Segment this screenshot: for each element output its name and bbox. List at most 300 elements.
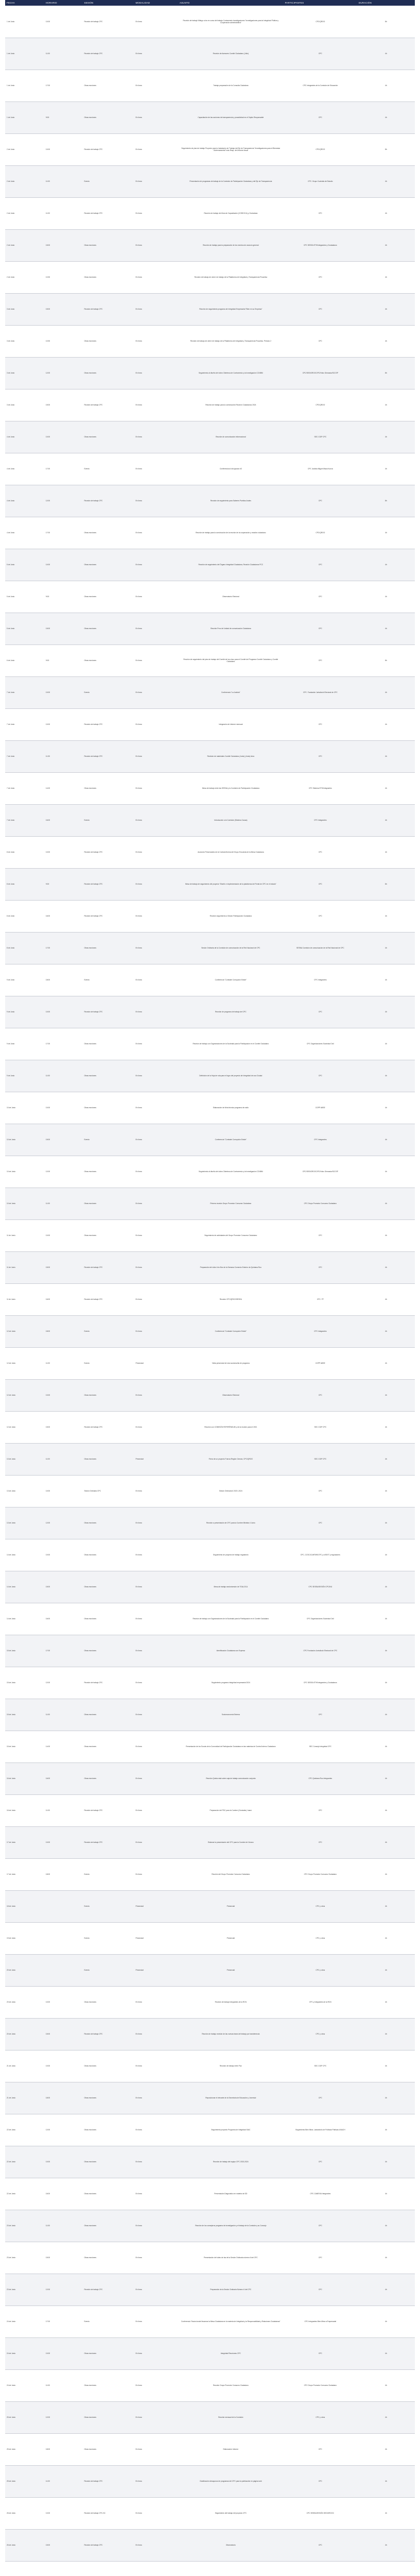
cell-sesion: Otras reuniones	[83, 1443, 134, 1475]
cell-fecha: 15 de Junio	[5, 1667, 44, 1699]
cell-duracion: 4h	[357, 1890, 415, 1922]
table-row	[5, 229, 415, 261]
cell-participantes: CPC	[284, 2082, 357, 2114]
cell-horario: 17:00	[44, 932, 83, 964]
cell-modalidad: Presencial	[134, 1954, 178, 1986]
cell-sesion: Otras reuniones	[83, 517, 134, 549]
cell-horario: 14:00	[44, 1731, 83, 1762]
cell-duracion: 4h	[357, 1667, 415, 1699]
cell-horario: 15:00	[44, 1571, 83, 1603]
table-row	[5, 2561, 415, 2576]
cell-sesion: Otras reuniones	[83, 421, 134, 453]
cell-modalidad: Presencial	[134, 1890, 178, 1922]
cell-asunto: Observatorio Electoral	[178, 581, 284, 613]
cell-participantes: CPC	[284, 581, 357, 613]
cell-fecha: 25 de Junio	[5, 2433, 44, 2465]
cell-modalidad: En línea	[134, 1699, 178, 1731]
cell-horario: 12:00	[44, 485, 83, 517]
cell-duracion: 4h	[357, 932, 415, 964]
cell-asunto: Reunión del Grupo Promotor Consumo Ciudadano	[178, 1858, 284, 1890]
cell-horario: 10:00	[44, 1092, 83, 1124]
cell-asunto: Socioeconomía Externa	[178, 1699, 284, 1731]
cell-asunto: Preparación del PDC para la Cumbre (Ciudades) Juanú	[178, 1794, 284, 1826]
cell-duracion: 4h	[357, 293, 415, 325]
cell-duracion: 4h	[357, 772, 415, 804]
cell-modalidad: En línea	[134, 645, 178, 676]
table-row	[5, 1379, 415, 1411]
cell-modalidad: En línea	[134, 2146, 178, 2178]
cell-fecha: 14 de Junio	[5, 1571, 44, 1603]
cell-fecha: 24 de Junio	[5, 2337, 44, 2369]
cell-modalidad: En línea	[134, 1475, 178, 1507]
table-row	[5, 740, 415, 772]
cell-sesion: Otras reuniones	[83, 1603, 134, 1635]
cell-duracion: 4h	[357, 1954, 415, 1986]
cell-modalidad: En línea	[134, 2497, 178, 2529]
cell-fecha: 20 de Junio	[5, 1954, 44, 1986]
cell-fecha	[5, 2561, 44, 2576]
cell-asunto: Conferencia "Combate Corrupción Existe"	[178, 1124, 284, 1156]
cell-sesion: Otras reuniones	[83, 1539, 134, 1571]
cell-duracion: 4h	[357, 389, 415, 421]
cell-participantes: CPC	[284, 325, 357, 357]
cell-participantes: CPC	[284, 1794, 357, 1826]
cell-sesion: Otras reuniones	[83, 1731, 134, 1762]
cell-asunto: Sesión Ordinaria de la Comisión de comunicación de la Red Nacional de CPC	[178, 932, 284, 964]
cell-fecha: 12 de Junio	[5, 1379, 44, 1411]
table-row	[5, 517, 415, 549]
cell-participantes: CPC/SEGIGROOC/PC/Hcbc Gimnasio/SCCSP	[284, 357, 357, 389]
cell-asunto: Reunión de seguimiento del Órgano Integridad Ciudadana, Reunión Ciudadanos PCC	[178, 549, 284, 581]
table-row	[5, 1251, 415, 1283]
cell-participantes: CPC	[284, 1507, 357, 1539]
table-row	[5, 1667, 415, 1699]
cell-modalidad: En línea	[134, 1379, 178, 1411]
table-row	[5, 2369, 415, 2401]
cell-modalidad: En línea	[134, 261, 178, 293]
table-row	[5, 1507, 415, 1539]
cell-duracion: 4h	[357, 1571, 415, 1603]
cell-duracion: 4h	[357, 1603, 415, 1635]
cell-fecha: 7 de Junio	[5, 804, 44, 836]
cell-asunto: Clasificación desayunos de programas del CPC para la publicación en página web	[178, 2465, 284, 2497]
cell-fecha: 2 de Junio	[5, 261, 44, 293]
cell-modalidad: En línea	[134, 2242, 178, 2274]
cell-fecha: 26 de Junio	[5, 2497, 44, 2529]
cell-fecha: 5 de Junio	[5, 613, 44, 645]
table-row	[5, 2433, 415, 2465]
table-row	[5, 1826, 415, 1858]
cell-duracion: 4h	[357, 1539, 415, 1571]
cell-asunto: Reunión de trabajo para la construcción de la reunión de la cooperación y reactivo ciudadano	[178, 517, 284, 549]
cell-participantes: CPC Integrantes de la Comisión de Educación	[284, 70, 357, 101]
table-row	[5, 2082, 415, 2114]
cell-asunto: Reunión de trabajo para la preparación de los eventos de anuncio general	[178, 229, 284, 261]
cell-horario: 12:00	[44, 1156, 83, 1188]
cell-horario: 9:00	[44, 645, 83, 676]
cell-sesion: Otras reuniones	[83, 2369, 134, 2401]
table-row	[5, 197, 415, 229]
table-row	[5, 2465, 415, 2497]
cell-sesion: Evento	[83, 1890, 134, 1922]
cell-horario: 11:00	[44, 38, 83, 70]
cell-modalidad: En línea	[134, 581, 178, 613]
table-row	[5, 1699, 415, 1731]
cell-horario: 16:00	[44, 1283, 83, 1315]
table-row	[5, 2178, 415, 2210]
table-row	[5, 1347, 415, 1379]
table-row	[5, 836, 415, 868]
cell-duracion: 4h	[357, 996, 415, 1028]
table-row	[5, 2050, 415, 2082]
cell-fecha: 4 de Junio	[5, 453, 44, 485]
cell-sesion: Evento	[83, 1922, 134, 1954]
cell-modalidad: En línea	[134, 2274, 178, 2306]
cell-fecha: 23 de Junio	[5, 2242, 44, 2274]
cell-asunto: Elaborar la presentación del CPC para la Cumbre de Verano	[178, 1826, 284, 1858]
cell-participantes: CPC Integrantes	[284, 804, 357, 836]
cell-horario: 16:00	[44, 1762, 83, 1794]
table-row	[5, 261, 415, 293]
cell-horario: 10:00	[44, 1986, 83, 2018]
cell-horario: 10:00	[44, 2050, 83, 2082]
cell-duracion: 4h	[357, 2146, 415, 2178]
cell-asunto: Presentación de programas de trabajo de la Comisión de Participación Ciudadana y del Eje de Transparencia	[178, 165, 284, 197]
cell-sesion: Sesión Ordinaria CPC	[83, 1475, 134, 1507]
cell-duracion: 4h	[357, 1475, 415, 1507]
cell-duracion: 4h	[357, 2306, 415, 2337]
cell-participantes: CPC Grupo Promotor Consumo Ciudadano	[284, 1188, 357, 1219]
cell-asunto: Trabajo preparación de la Consulta Ciudadana	[178, 70, 284, 101]
cell-horario: 15:00	[44, 2018, 83, 2050]
cell-sesion: Otras reuniones	[83, 2178, 134, 2210]
cell-fecha: 3 de Junio	[5, 389, 44, 421]
cell-sesion: Otras reuniones	[83, 1156, 134, 1188]
cell-fecha: 13 de Junio	[5, 1443, 44, 1475]
cell-modalidad: En línea	[134, 1603, 178, 1635]
table-row	[5, 1731, 415, 1762]
cell-duracion: 4h	[357, 1826, 415, 1858]
cell-participantes: CPC. Grupo Coahuila de Estudio	[284, 165, 357, 197]
cell-horario: 10:00	[44, 2497, 83, 2529]
cell-duracion: 4h	[357, 2497, 415, 2529]
cell-duracion: 4h	[357, 1507, 415, 1539]
cell-horario: 11:00	[44, 1699, 83, 1731]
cell-asunto: Firma de un proyecto Fuerza Región Ciencia, CPC/QROO	[178, 1443, 284, 1475]
cell-fecha: 7 de Junio	[5, 740, 44, 772]
cell-duracion: 8h	[357, 133, 415, 165]
cell-modalidad: En línea	[134, 1219, 178, 1251]
cell-modalidad: En línea	[134, 389, 178, 421]
header-duracion: DURACIÓN	[357, 0, 415, 6]
cell-asunto: Reunión de comunicación informacional	[178, 421, 284, 453]
cell-sesion: Reunión de trabajo CPC	[83, 2465, 134, 2497]
cell-horario: 10:00	[44, 1539, 83, 1571]
cell-modalidad: En línea	[134, 2401, 178, 2433]
cell-horario: 17:00	[44, 453, 83, 485]
cell-fecha: 21 de Junio	[5, 2050, 44, 2082]
cell-sesion: Evento	[83, 165, 134, 197]
cell-horario: 10:00	[44, 996, 83, 1028]
cell-sesion: Otras reuniones	[83, 2210, 134, 2242]
cell-fecha: 24 de Junio	[5, 2369, 44, 2401]
cell-participantes: CPC Grupo Promotor Consumo Ciudadano	[284, 1858, 357, 1890]
cell-participantes: CPC	[284, 261, 357, 293]
cell-horario: 12:00	[44, 2401, 83, 2433]
table-row	[5, 2018, 415, 2050]
cell-horario	[44, 1954, 83, 1986]
cell-horario: 10:00	[44, 1379, 83, 1411]
cell-participantes: CPC y otros	[284, 1954, 357, 1986]
cell-fecha: 8 de Junio	[5, 932, 44, 964]
cell-participantes: SESNA Comisión de comunicación de la Red Nacional de CPC	[284, 932, 357, 964]
cell-sesion: Reunión de trabajo CPC	[83, 485, 134, 517]
cell-fecha: 3 de Junio	[5, 357, 44, 389]
cell-horario: 12:00	[44, 2274, 83, 2306]
cell-participantes: CPC	[284, 996, 357, 1028]
cell-fecha: 15 de Junio	[5, 1635, 44, 1667]
cell-sesion	[83, 2561, 134, 2576]
cell-horario: 11:00	[44, 1060, 83, 1092]
cell-fecha: 20 de Junio	[5, 2018, 44, 2050]
cell-participantes: SEC Consejo Integridad CPC	[284, 1731, 357, 1762]
cell-asunto: Seguimiento de actividades del Grupo Promotor Consumo Ciudadano	[178, 1219, 284, 1251]
cell-sesion: Evento	[83, 676, 134, 708]
cell-sesion: Reunión de trabajo CPC	[83, 1826, 134, 1858]
cell-fecha: 8 de Junio	[5, 836, 44, 868]
cell-sesion: Otras reuniones	[83, 229, 134, 261]
table-row	[5, 6, 415, 38]
cell-horario: 11:00	[44, 2465, 83, 2497]
cell-duracion: 4h	[357, 1315, 415, 1347]
cell-sesion: Otras reuniones	[83, 2050, 134, 2082]
cell-modalidad: En línea	[134, 2433, 178, 2465]
table-row	[5, 868, 415, 900]
cell-modalidad: En línea	[134, 357, 178, 389]
cell-modalidad: En línea	[134, 2178, 178, 2210]
table-row	[5, 964, 415, 996]
cell-duracion: 4h	[357, 1251, 415, 1283]
table-row	[5, 1028, 415, 1060]
cell-horario: 17:00	[44, 1635, 83, 1667]
header-horario: HORARIO	[44, 0, 83, 6]
cell-asunto: Introducción a la Comisión (Sistema Causa)	[178, 804, 284, 836]
table-row	[5, 101, 415, 133]
cell-horario: 12:00	[44, 2114, 83, 2146]
cell-horario: 15:00	[44, 1124, 83, 1156]
cell-participantes: CPC	[284, 2242, 357, 2274]
cell-asunto: Presentación del video de las de la Sesión Ordinaria número 6 del CPC	[178, 2242, 284, 2274]
cell-duracion	[357, 2561, 415, 2576]
cell-asunto: Reposicionar el elevante de la Secretaría de Educación y Juventud	[178, 2082, 284, 2114]
cell-fecha: 25 de Junio	[5, 2401, 44, 2433]
cell-sesion: Otras reuniones	[83, 2082, 134, 2114]
cell-modalidad: En línea	[134, 6, 178, 38]
cell-participantes: CPC Integrantes Bien Mirar a Empresarial	[284, 2306, 357, 2337]
cell-sesion: Reunión de trabajo CPC	[83, 2529, 134, 2561]
cell-duracion: 4h	[357, 2401, 415, 2433]
cell-sesion: Otras reuniones	[83, 1092, 134, 1124]
cell-modalidad: En línea	[134, 70, 178, 101]
cell-duracion: 4h	[357, 708, 415, 740]
cell-sesion: Reunión de trabajo CPC	[83, 1283, 134, 1315]
cell-duracion: 4h	[357, 70, 415, 101]
cell-sesion: Reunión de trabajo CPC	[83, 293, 134, 325]
cell-participantes: CPC	[284, 2210, 357, 2242]
cell-participantes: CPC	[284, 549, 357, 581]
cell-participantes: CPC	[284, 2465, 357, 2497]
cell-duracion: 4h	[357, 1986, 415, 2018]
cell-sesion: Otras reuniones	[83, 581, 134, 613]
cell-participantes: CPC	[284, 1699, 357, 1731]
cell-participantes: CGPP ABSE	[284, 1092, 357, 1124]
agenda-table	[5, 0, 415, 2576]
cell-participantes: CPC/QROO	[284, 389, 357, 421]
cell-duracion: 4h	[357, 1188, 415, 1219]
cell-sesion: Otras reuniones	[83, 2401, 134, 2433]
cell-participantes: SEC CGIP CPC	[284, 2050, 357, 2082]
table-row	[5, 293, 415, 325]
cell-modalidad: Presencial	[134, 1443, 178, 1475]
cell-sesion: Evento	[83, 1315, 134, 1347]
cell-modalidad: En línea	[134, 613, 178, 645]
cell-fecha: 9 de Junio	[5, 996, 44, 1028]
cell-fecha: 13 de Junio	[5, 1475, 44, 1507]
cell-asunto: Reunión Quinta está sobre caja de trabajo comunicación conjunta	[178, 1762, 284, 1794]
table-row	[5, 1922, 415, 1954]
cell-asunto: Preparación de la Sesión Ordinaria Número 6 del CPC	[178, 2274, 284, 2306]
cell-participantes: CPC Organizaciones Sociedad Civil	[284, 1028, 357, 1060]
cell-horario: 12:00	[44, 1667, 83, 1699]
table-row	[5, 708, 415, 740]
cell-sesion: Otras reuniones	[83, 261, 134, 293]
cell-fecha: 20 de Junio	[5, 1986, 44, 2018]
cell-sesion: Reunión de trabajo CPC	[83, 868, 134, 900]
cell-asunto: Reunión de trabajo Ilíttingo a los en curso del trabajo Contrarresto investigaciones "Investigaciones para la Integridad Pública y Cooperación administrativa"	[178, 6, 284, 38]
cell-horario: 16:00	[44, 900, 83, 932]
cell-horario: 10:00	[44, 421, 83, 453]
cell-duracion: 4h	[357, 325, 415, 357]
table-row	[5, 1954, 415, 1986]
table-row	[5, 1794, 415, 1826]
cell-asunto: Seguimiento de proyecto de trabajo regulatorio	[178, 1539, 284, 1571]
cell-duracion: 4h	[357, 517, 415, 549]
table-row	[5, 70, 415, 101]
cell-horario: 10:00	[44, 708, 83, 740]
cell-modalidad: En línea	[134, 1124, 178, 1156]
table-row	[5, 1475, 415, 1507]
cell-modalidad: En línea	[134, 1251, 178, 1283]
cell-asunto: Reunión de seguimiento programa de Integridad Empresarial "Bien en su Empresa"	[178, 293, 284, 325]
table-row	[5, 1858, 415, 1890]
cell-participantes: CPC	[284, 2146, 357, 2178]
cell-asunto: Seguimiento proyecto Programa de Integridad SIAC	[178, 2114, 284, 2146]
cell-modalidad: En línea	[134, 1858, 178, 1890]
cell-modalidad: En línea	[134, 676, 178, 708]
cell-duracion: 4h	[357, 1028, 415, 1060]
cell-modalidad: En línea	[134, 2114, 178, 2146]
cell-participantes: CPC Integrantes	[284, 1315, 357, 1347]
cell-duracion: 4h	[357, 38, 415, 70]
cell-fecha: 12 de Junio	[5, 1347, 44, 1379]
table-header	[5, 0, 415, 6]
cell-asunto: Reunión de trabajo del Área de Capacitación (CODEJCA) y Ciudadana	[178, 197, 284, 229]
cell-asunto: Identificación Ciudadana con Expresa	[178, 1635, 284, 1667]
cell-fecha: 4 de Junio	[5, 421, 44, 453]
cell-horario: 10:00	[44, 1475, 83, 1507]
cell-fecha: 21 de Junio	[5, 2082, 44, 2114]
cell-horario: 15:00	[44, 389, 83, 421]
cell-sesion: Otras reuniones	[83, 1028, 134, 1060]
cell-asunto: Reunión de trabajo con Organizaciones de la Sociedad para la Participación en el Comité Ciudadano	[178, 1028, 284, 1060]
table-row	[5, 1124, 415, 1156]
cell-participantes: CPC	[284, 708, 357, 740]
cell-fecha: 7 de Junio	[5, 676, 44, 708]
cell-horario	[44, 1922, 83, 1954]
cell-horario: 18:00	[44, 1315, 83, 1347]
cell-participantes: CPC Justicia Miguel Maza Kunza	[284, 453, 357, 485]
cell-participantes: CPC SESEA ETH/Integrantes y Ciudadanos	[284, 229, 357, 261]
cell-fecha: 8 de Junio	[5, 868, 44, 900]
cell-fecha: 7 de Junio	[5, 772, 44, 804]
cell-asunto: Reunión de trabajo revisión de las nuevas fases del trabajo por transferencia	[178, 2018, 284, 2050]
cell-asunto: Reunión de trabajo con Organizaciones de la Sociedad para la Participación en el Comité Ciudadano	[178, 1603, 284, 1635]
cell-fecha: 10 de Junio	[5, 1188, 44, 1219]
table-row	[5, 1156, 415, 1188]
table-row	[5, 1060, 415, 1092]
cell-horario: 11:00	[44, 1443, 83, 1475]
cell-duracion: 4h	[357, 900, 415, 932]
cell-modalidad: En línea	[134, 1507, 178, 1539]
cell-asunto: Presencial	[178, 1922, 284, 1954]
cell-participantes: CPC	[284, 1826, 357, 1858]
cell-asunto: Reunión de trabajo para la construcción Reunión Ciudadanos 2024	[178, 389, 284, 421]
cell-sesion: Evento	[83, 453, 134, 485]
cell-participantes: CPC CAMEXIA Integrantes	[284, 2178, 357, 2210]
cell-horario: 12:00	[44, 357, 83, 389]
cell-modalidad: En línea	[134, 1028, 178, 1060]
cell-duracion: 4h	[357, 2178, 415, 2210]
cell-sesion: Otras reuniones	[83, 613, 134, 645]
cell-horario: 10:00	[44, 6, 83, 38]
cell-sesion: Reunión de trabajo CPC	[83, 38, 134, 70]
cell-asunto: Reunión de programa de trabajo del CPC	[178, 996, 284, 1028]
cell-participantes: CPC Quintana Roo Integrantes	[284, 1762, 357, 1794]
cell-asunto: Observatorio Electoral	[178, 1379, 284, 1411]
cell-horario: 10:00	[44, 836, 83, 868]
cell-sesion: Reunión de trabajo CPC	[83, 1411, 134, 1443]
table-row	[5, 613, 415, 645]
header-sesion: SESIÓN	[83, 0, 134, 6]
cell-duracion: 4h	[357, 1762, 415, 1794]
cell-modalidad: En línea	[134, 133, 178, 165]
cell-duracion: 8h	[357, 6, 415, 38]
cell-duracion: 4h	[357, 2465, 415, 2497]
cell-horario: 10:00	[44, 549, 83, 581]
cell-horario: 15:00	[44, 1251, 83, 1283]
cell-modalidad: En línea	[134, 485, 178, 517]
cell-sesion: Otras reuniones	[83, 101, 134, 133]
cell-duracion: 4h	[357, 2082, 415, 2114]
cell-duracion: 4h	[357, 197, 415, 229]
cell-asunto: Reunión seguimiento a Sesión Participación Ciudadana	[178, 900, 284, 932]
cell-asunto: Presentación Diagnóstico en materia de DD	[178, 2178, 284, 2210]
table-body	[5, 6, 415, 2576]
cell-duracion: 4h	[357, 581, 415, 613]
cell-modalidad: En línea	[134, 1315, 178, 1347]
cell-asunto: Visita presencial de ruta socioescrita de programa	[178, 1347, 284, 1379]
cell-duracion: 4h	[357, 1731, 415, 1762]
